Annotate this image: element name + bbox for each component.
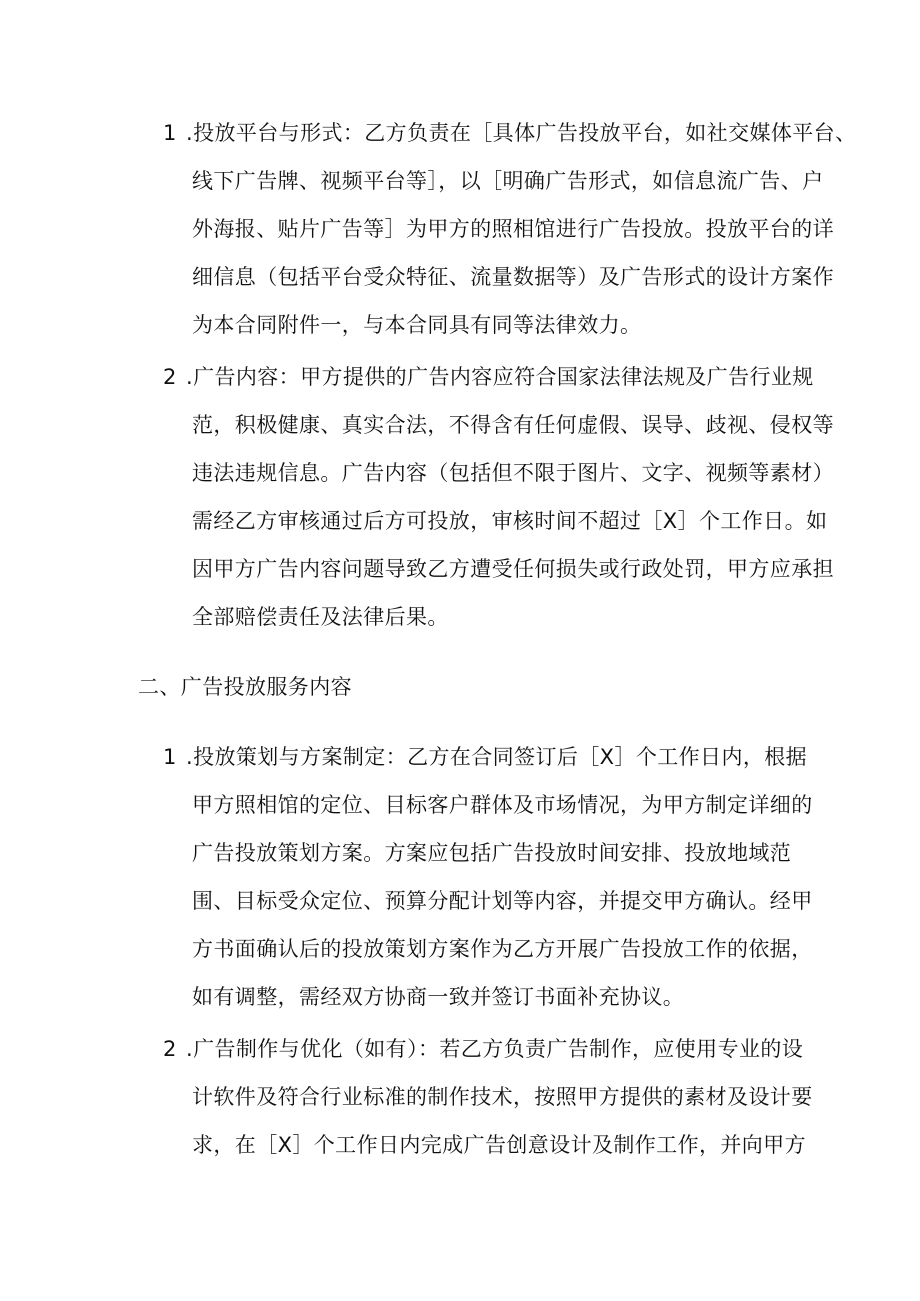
paragraph-line: 线下广告牌、视频平台等］，以［明确广告形式，如信息流广告、户 bbox=[192, 169, 824, 193]
paragraph-line: 范，积极健康、真实合法，不得含有任何虚假、误导、歧视、侵权等 bbox=[192, 413, 834, 437]
item-number: 1 bbox=[163, 121, 177, 145]
paragraph-line: .投放平台与形式：乙方负责在［具体广告投放平台，如社交媒体平台、 bbox=[186, 121, 857, 145]
paragraph-line: .广告制作与优化（如有）：若乙方负责广告制作，应使用专业的设 bbox=[186, 1037, 804, 1061]
section-heading: 二、广告投放服务内容 bbox=[138, 675, 352, 699]
paragraph-line: 需经乙方审核通过后方可投放，审核时间不超过［X］个工作日。如 bbox=[192, 509, 828, 533]
paragraph-line: 广告投放策划方案。方案应包括广告投放时间安排、投放地域范 bbox=[192, 841, 792, 865]
paragraph-line: 全部赔偿责任及法律后果。 bbox=[192, 605, 449, 629]
paragraph-line: 如有调整，需经双方协商一致并签订书面补充协议。 bbox=[192, 985, 685, 1009]
item-number: 2 bbox=[163, 1037, 177, 1061]
paragraph-line: .广告内容：甲方提供的广告内容应符合国家法律法规及广告行业规 bbox=[186, 365, 814, 389]
paragraph-line: 因甲方广告内容问题导致乙方遭受任何损失或行政处罚，甲方应承担 bbox=[192, 557, 834, 581]
paragraph-line: 外海报、贴片广告等］为甲方的照相馆进行广告投放。投放平台的详 bbox=[192, 217, 834, 241]
paragraph-line: 方书面确认后的投放策划方案作为乙方开展广告投放工作的依据， bbox=[192, 937, 813, 961]
paragraph-line: 细信息（包括平台受众特征、流量数据等）及广告形式的设计方案作 bbox=[192, 265, 834, 289]
paragraph-line: .投放策划与方案制定：乙方在合同签订后［X］个工作日内，根据 bbox=[186, 745, 808, 769]
paragraph-line: 求，在［X］个工作日内完成广告创意设计及制作工作，并向甲方 bbox=[192, 1133, 806, 1157]
item-number: 2 bbox=[163, 365, 177, 389]
paragraph-line: 围、目标受众定位、预算分配计划等内容，并提交甲方确认。经甲 bbox=[192, 889, 813, 913]
paragraph-line: 为本合同附件一，与本合同具有同等法律效力。 bbox=[192, 313, 642, 337]
item-number: 1 bbox=[163, 745, 177, 769]
paragraph-line: 计软件及符合行业标准的制作技术，按照甲方提供的素材及设计要 bbox=[192, 1085, 813, 1109]
paragraph-line: 甲方照相馆的定位、目标客户群体及市场情况，为甲方制定详细的 bbox=[192, 793, 813, 817]
paragraph-line: 违法违规信息。广告内容（包括但不限于图片、文字、视频等素材） bbox=[192, 461, 834, 485]
